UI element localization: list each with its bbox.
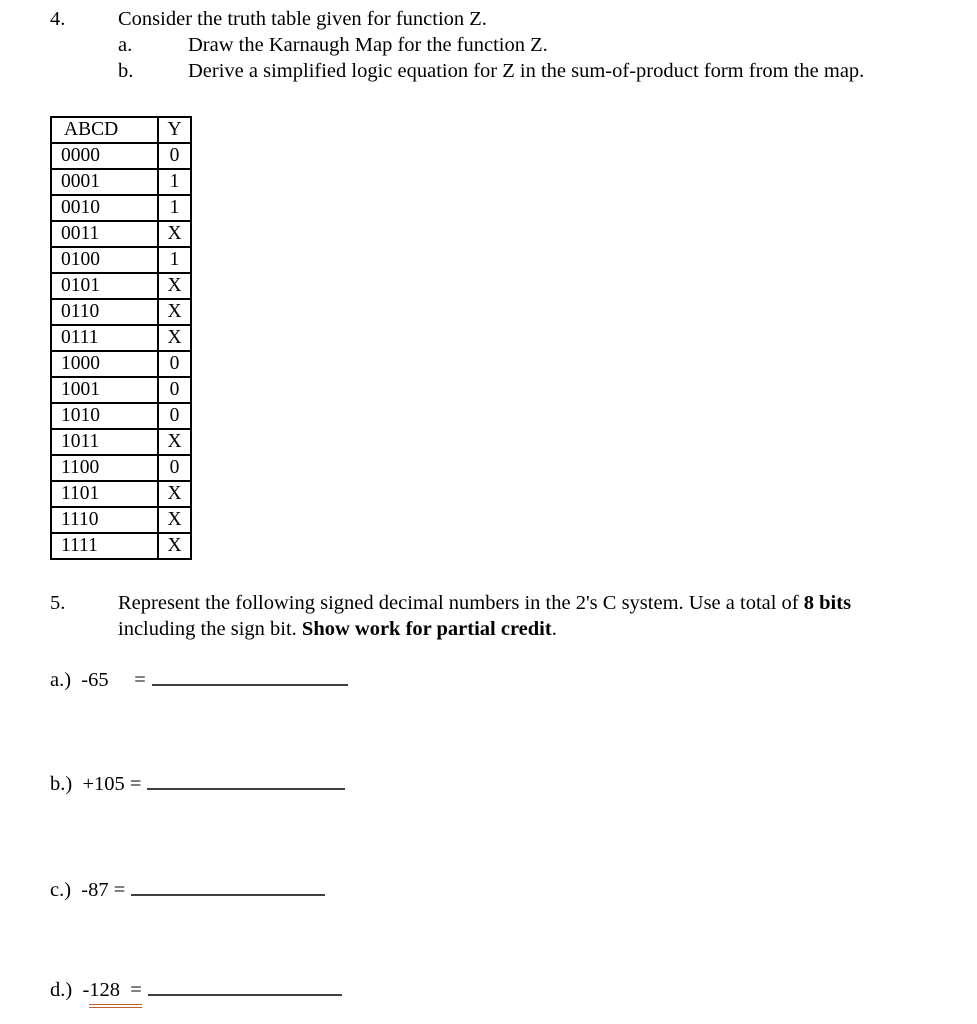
answer-b-blank[interactable] (147, 774, 345, 790)
table-row (51, 377, 191, 403)
table-row (51, 481, 191, 507)
table-cell-output: X (158, 273, 191, 299)
answer-a-blank[interactable] (152, 670, 348, 686)
table-cell-output: X (158, 325, 191, 351)
table-cell-output: X (158, 299, 191, 325)
answer-row-b (50, 771, 345, 797)
table-row (51, 195, 191, 221)
answer-row-d (50, 977, 342, 1005)
truth-table-body (51, 143, 191, 559)
table-cell-input: 1010 (51, 403, 158, 429)
table-row (51, 247, 191, 273)
question-5-block (50, 590, 960, 642)
question-5-emphasis-showwork: Show work for partial credit (301, 618, 552, 640)
answer-a-label: a.) -65 = (50, 669, 146, 691)
table-cell-input: 1100 (51, 455, 158, 481)
table-cell-input: 0011 (51, 221, 158, 247)
answer-d-blank[interactable] (148, 980, 342, 996)
answer-row-c (50, 877, 325, 903)
table-cell-output: 0 (158, 143, 191, 169)
table-row (51, 507, 191, 533)
table-row (51, 273, 191, 299)
table-cell-input: 1011 (51, 429, 158, 455)
table-cell-output: X (158, 507, 191, 533)
table-cell-output: 1 (158, 169, 191, 195)
table-cell-input: 0100 (51, 247, 158, 273)
table-cell-input: 0110 (51, 299, 158, 325)
table-cell-input: 0001 (51, 169, 158, 195)
subitem-a-letter: a. (118, 34, 133, 56)
table-row (51, 351, 191, 377)
table-cell-input: 1000 (51, 351, 158, 377)
table-cell-output: 0 (158, 403, 191, 429)
question-5-number: 5. (50, 592, 66, 614)
subitem-a-text: Draw the Karnaugh Map for the function Z. (188, 34, 548, 56)
question-5-body (118, 590, 918, 642)
table-row (51, 325, 191, 351)
table-cell-input: 0010 (51, 195, 158, 221)
answer-row-a (50, 667, 348, 693)
table-header-y: Y (158, 117, 191, 143)
table-header-row (51, 117, 191, 143)
subitem-b-letter: b. (118, 60, 134, 82)
table-header-abcd: ABCD (51, 117, 158, 143)
table-row (51, 403, 191, 429)
question-4-body (118, 6, 948, 84)
table-row (51, 299, 191, 325)
table-row (51, 429, 191, 455)
question-4-subitem-b (118, 58, 948, 84)
table-cell-output: 1 (158, 247, 191, 273)
table-cell-output: X (158, 481, 191, 507)
answer-d-spellcheck-marked-text: 128 = (89, 977, 142, 1005)
table-cell-output: X (158, 533, 191, 559)
table-cell-output: 0 (158, 351, 191, 377)
answer-c-blank[interactable] (131, 880, 325, 896)
truth-table (50, 116, 192, 560)
answer-d-label-prefix: d.) - (50, 979, 90, 1001)
table-cell-input: 0101 (51, 273, 158, 299)
table-row (51, 143, 191, 169)
table-cell-input: 1111 (51, 533, 158, 559)
table-row (51, 533, 191, 559)
answer-b-label: b.) +105 = (50, 773, 142, 795)
table-cell-input: 0000 (51, 143, 158, 169)
question-4-prompt: Consider the truth table given for function Z. (118, 8, 487, 30)
table-cell-input: 0111 (51, 325, 158, 351)
question-4-subitem-a (118, 32, 948, 58)
question-5-emphasis-bits: 8 bits (803, 592, 852, 614)
question-4-number: 4. (50, 8, 66, 30)
question-4-block (50, 6, 950, 84)
table-cell-output: 0 (158, 455, 191, 481)
table-row (51, 455, 191, 481)
table-cell-output: 0 (158, 377, 191, 403)
table-cell-input: 1101 (51, 481, 158, 507)
table-row (51, 221, 191, 247)
subitem-b-text: Derive a simplified logic equation for Z in the sum-of-product form from the map. (188, 60, 865, 82)
question-5-text-part1: Represent the following signed decimal numbers in the 2's C system. Use a total of (118, 592, 804, 614)
table-cell-output: 1 (158, 195, 191, 221)
answer-c-label: c.) -87 = (50, 879, 126, 901)
question-5-text-part3: . (551, 618, 557, 640)
table-cell-output: X (158, 221, 191, 247)
table-row (51, 169, 191, 195)
table-cell-input: 1110 (51, 507, 158, 533)
table-cell-input: 1001 (51, 377, 158, 403)
question-5-text-part2: including the sign bit. (118, 618, 302, 640)
table-cell-output: X (158, 429, 191, 455)
